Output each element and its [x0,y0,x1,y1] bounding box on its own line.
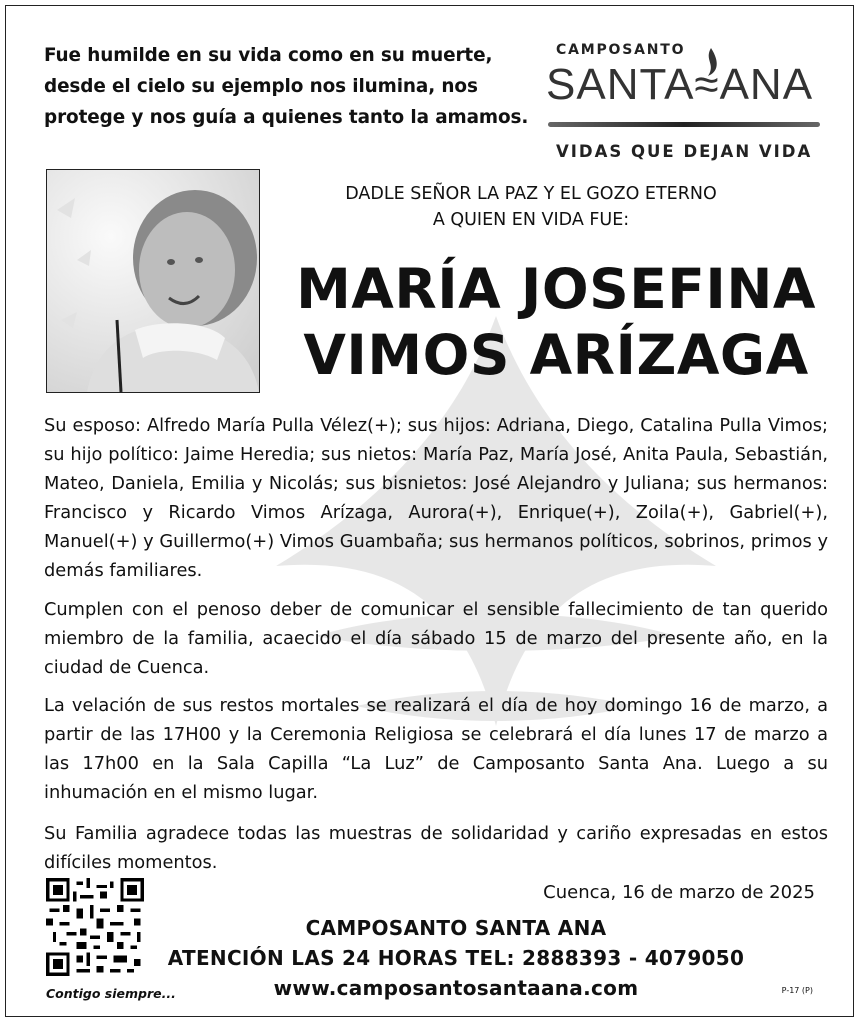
dedication-line-2: A QUIEN EN VIDA FUE: [432,210,630,230]
portrait-photo [46,169,260,393]
logo-tagline: VIDAS QUE DEJAN VIDA [556,142,813,161]
footer-website[interactable]: www.camposantosantaana.com [273,976,639,1000]
logo-prefix: CAMPOSANTO [556,42,686,58]
wake-paragraph: La velación de sus restos mortales se realizará el día de hoy domingo 16 de marzo, a partir de las 17H00 y la Ceremonia Religiosa se celebrará el día lunes 17 de marzo a las 17h00 en la Sala Capilla “La Luz” de Camposanto Santa Ana. Luego a su inhumación en el mismo lugar. [44,695,828,803]
camposanto-logo [542,40,828,168]
logo-brand: SANTA≈ANA [546,60,814,109]
deceased-name-line-1: MARÍA JOSEFINA [296,257,816,321]
obituary-frame [5,5,854,1017]
deceased-name-line-2: VIMOS ARÍZAGA [303,323,809,387]
motto: Contigo siempre... [46,986,176,1001]
footer-phone: ATENCIÓN LAS 24 HORAS TEL: 2888393 - 4079050 [167,946,745,970]
logo-bar [548,122,820,127]
intro-verse: Fue humilde en su vida como en su muerte, desde el cielo su ejemplo nos ilumina, nos protege y nos guía a quienes tanto la amamos. [44,45,529,128]
thanks-paragraph: Su Familia agradece todas las muestras de solidaridad y cariño expresadas en estos difíciles momentos. [44,823,828,873]
footer-company: CAMPOSANTO SANTA ANA [305,916,607,940]
dedication-line-1: DADLE SEÑOR LA PAZ Y EL GOZO ETERNO [345,184,717,204]
family-paragraph: Su esposo: Alfredo María Pulla Vélez(+); sus hijos: Adriana, Diego, Catalina Pulla Vimos; su hijo político: Jaime Heredia; sus nietos: María Paz, María José, Anita Paula, Sebastián, Mateo, Daniela, Emilia y Nicolás; sus bisnietos: José Alejandro y Juliana; sus hermanos: Francisco y Ricardo Vimos Arízaga, Aurora(+), Enrique(+), Zoila(+), Gabriel(+), Manuel(+) y Guillermo(+) Vimos Guambaña; sus hermanos políticos, sobrinos, primos y demás familiares. [44,415,828,581]
place-date: Cuenca, 16 de marzo de 2025 [543,882,815,903]
deceased-name [276,256,836,388]
dedication [306,181,756,233]
qr-code-icon[interactable] [46,878,144,976]
ad-code: P-17 (P) [781,986,813,995]
announcement-paragraph: Cumplen con el penoso deber de comunicar el sensible fallecimiento de tan querido miembro de la familia, acaecido el día sábado 15 de marzo del presente año, en la ciudad de Cuenca. [44,599,828,678]
